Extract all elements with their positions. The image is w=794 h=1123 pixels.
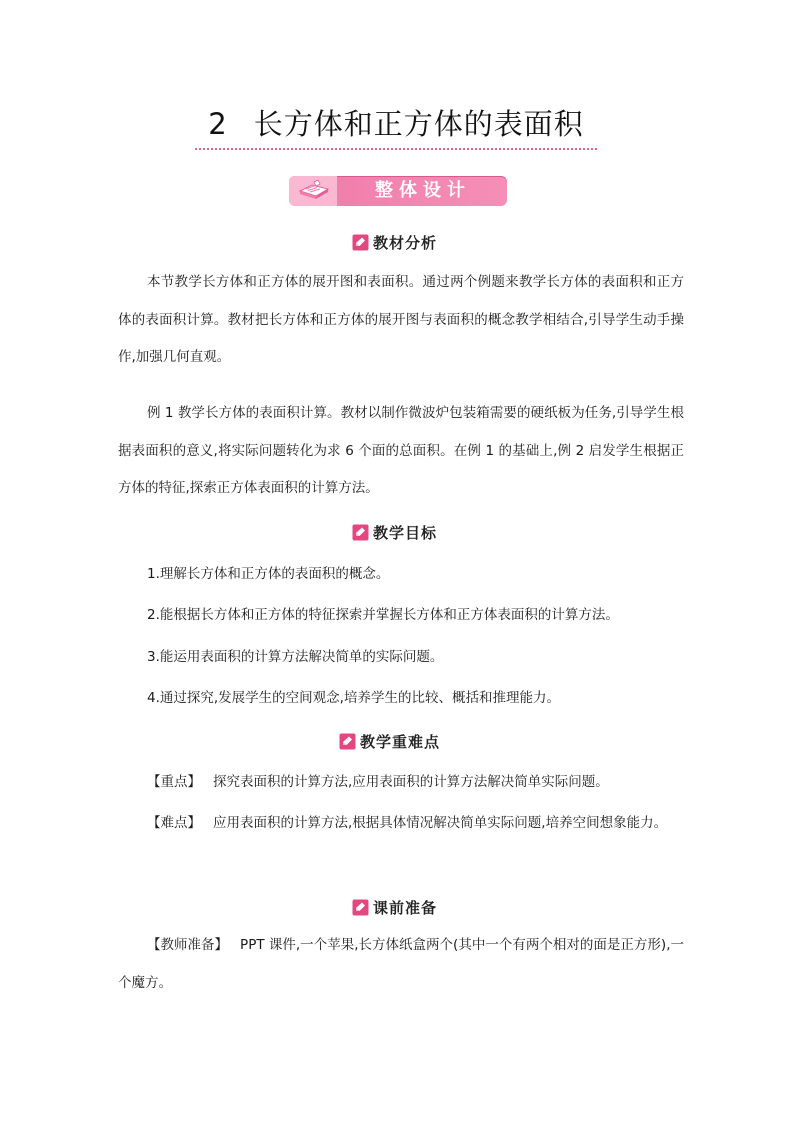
teacher-preparation-paragraph (118, 927, 684, 1002)
title-dotted-rule (195, 148, 597, 150)
section-heading-key-points (339, 730, 440, 752)
page-title (195, 104, 597, 144)
open-book-icon (298, 179, 330, 203)
focus-label: 【重点】 (147, 774, 201, 790)
focus-line (147, 772, 609, 792)
banner-label: 整体设计 (375, 180, 471, 201)
section-heading-preparation (352, 896, 437, 918)
section-heading-analysis (352, 231, 437, 253)
focus-text: 探究表面积的计算方法,应用表面积的计算方法解决简单实际问题。 (213, 774, 609, 790)
banner-icon-panel (289, 176, 337, 206)
section-title: 课前准备 (373, 898, 438, 917)
difficulty-label: 【难点】 (147, 815, 201, 831)
analysis-paragraph-1: 本节教学长方体和正方体的展开图和表面积。通过两个例题来教学长方体的表面积和正方体的表面积计算。教材把长方体和正方体的展开图与表面积的概念教学相结合,引导学生动手操作,加强几何直观。 (118, 274, 684, 365)
title-text: 长方体和正方体的表面积 (253, 107, 584, 141)
title-number: 2 (208, 107, 228, 141)
pencil-bookmark-icon (352, 899, 369, 916)
section-title: 教学目标 (373, 523, 438, 542)
goal-item-3: 3.能运用表面积的计算方法解决简单的实际问题。 (147, 649, 444, 665)
section-heading-goals (352, 521, 437, 543)
teacher-preparation-text: PPT 课件,一个苹果,长方体纸盒两个(其中一个有两个相对的面是正方形),一个魔方。 (118, 937, 684, 991)
goal-item-1: 1.理解长方体和正方体的表面积的概念。 (147, 566, 390, 582)
goal-item-2: 2.能根据长方体和正方体的特征探索并掌握长方体和正方体表面积的计算方法。 (147, 607, 619, 623)
section-title: 教学重难点 (360, 732, 441, 751)
pencil-bookmark-icon (352, 234, 369, 251)
teacher-preparation-label: 【教师准备】 (147, 937, 229, 953)
pencil-bookmark-icon (339, 733, 356, 750)
difficulty-text: 应用表面积的计算方法,根据具体情况解决简单实际问题,培养空间想象能力。 (213, 815, 668, 831)
section-title: 教材分析 (373, 233, 438, 252)
difficulty-paragraph (118, 805, 684, 843)
analysis-paragraph-2: 例 1 教学长方体的表面积计算。教材以制作微波炉包装箱需要的硬纸板为任务,引导学生根据表面积的意义,将实际问题转化为求 6 个面的总面积。在例 1 的基础上,例 2 启发学生根据正方体的特征,探索正方体表面积的计算方法。 (118, 405, 684, 496)
pencil-bookmark-icon (352, 524, 369, 541)
overall-design-banner (289, 176, 507, 206)
goal-item-4: 4.通过探究,发展学生的空间观念,培养学生的比较、概括和推理能力。 (147, 690, 560, 706)
